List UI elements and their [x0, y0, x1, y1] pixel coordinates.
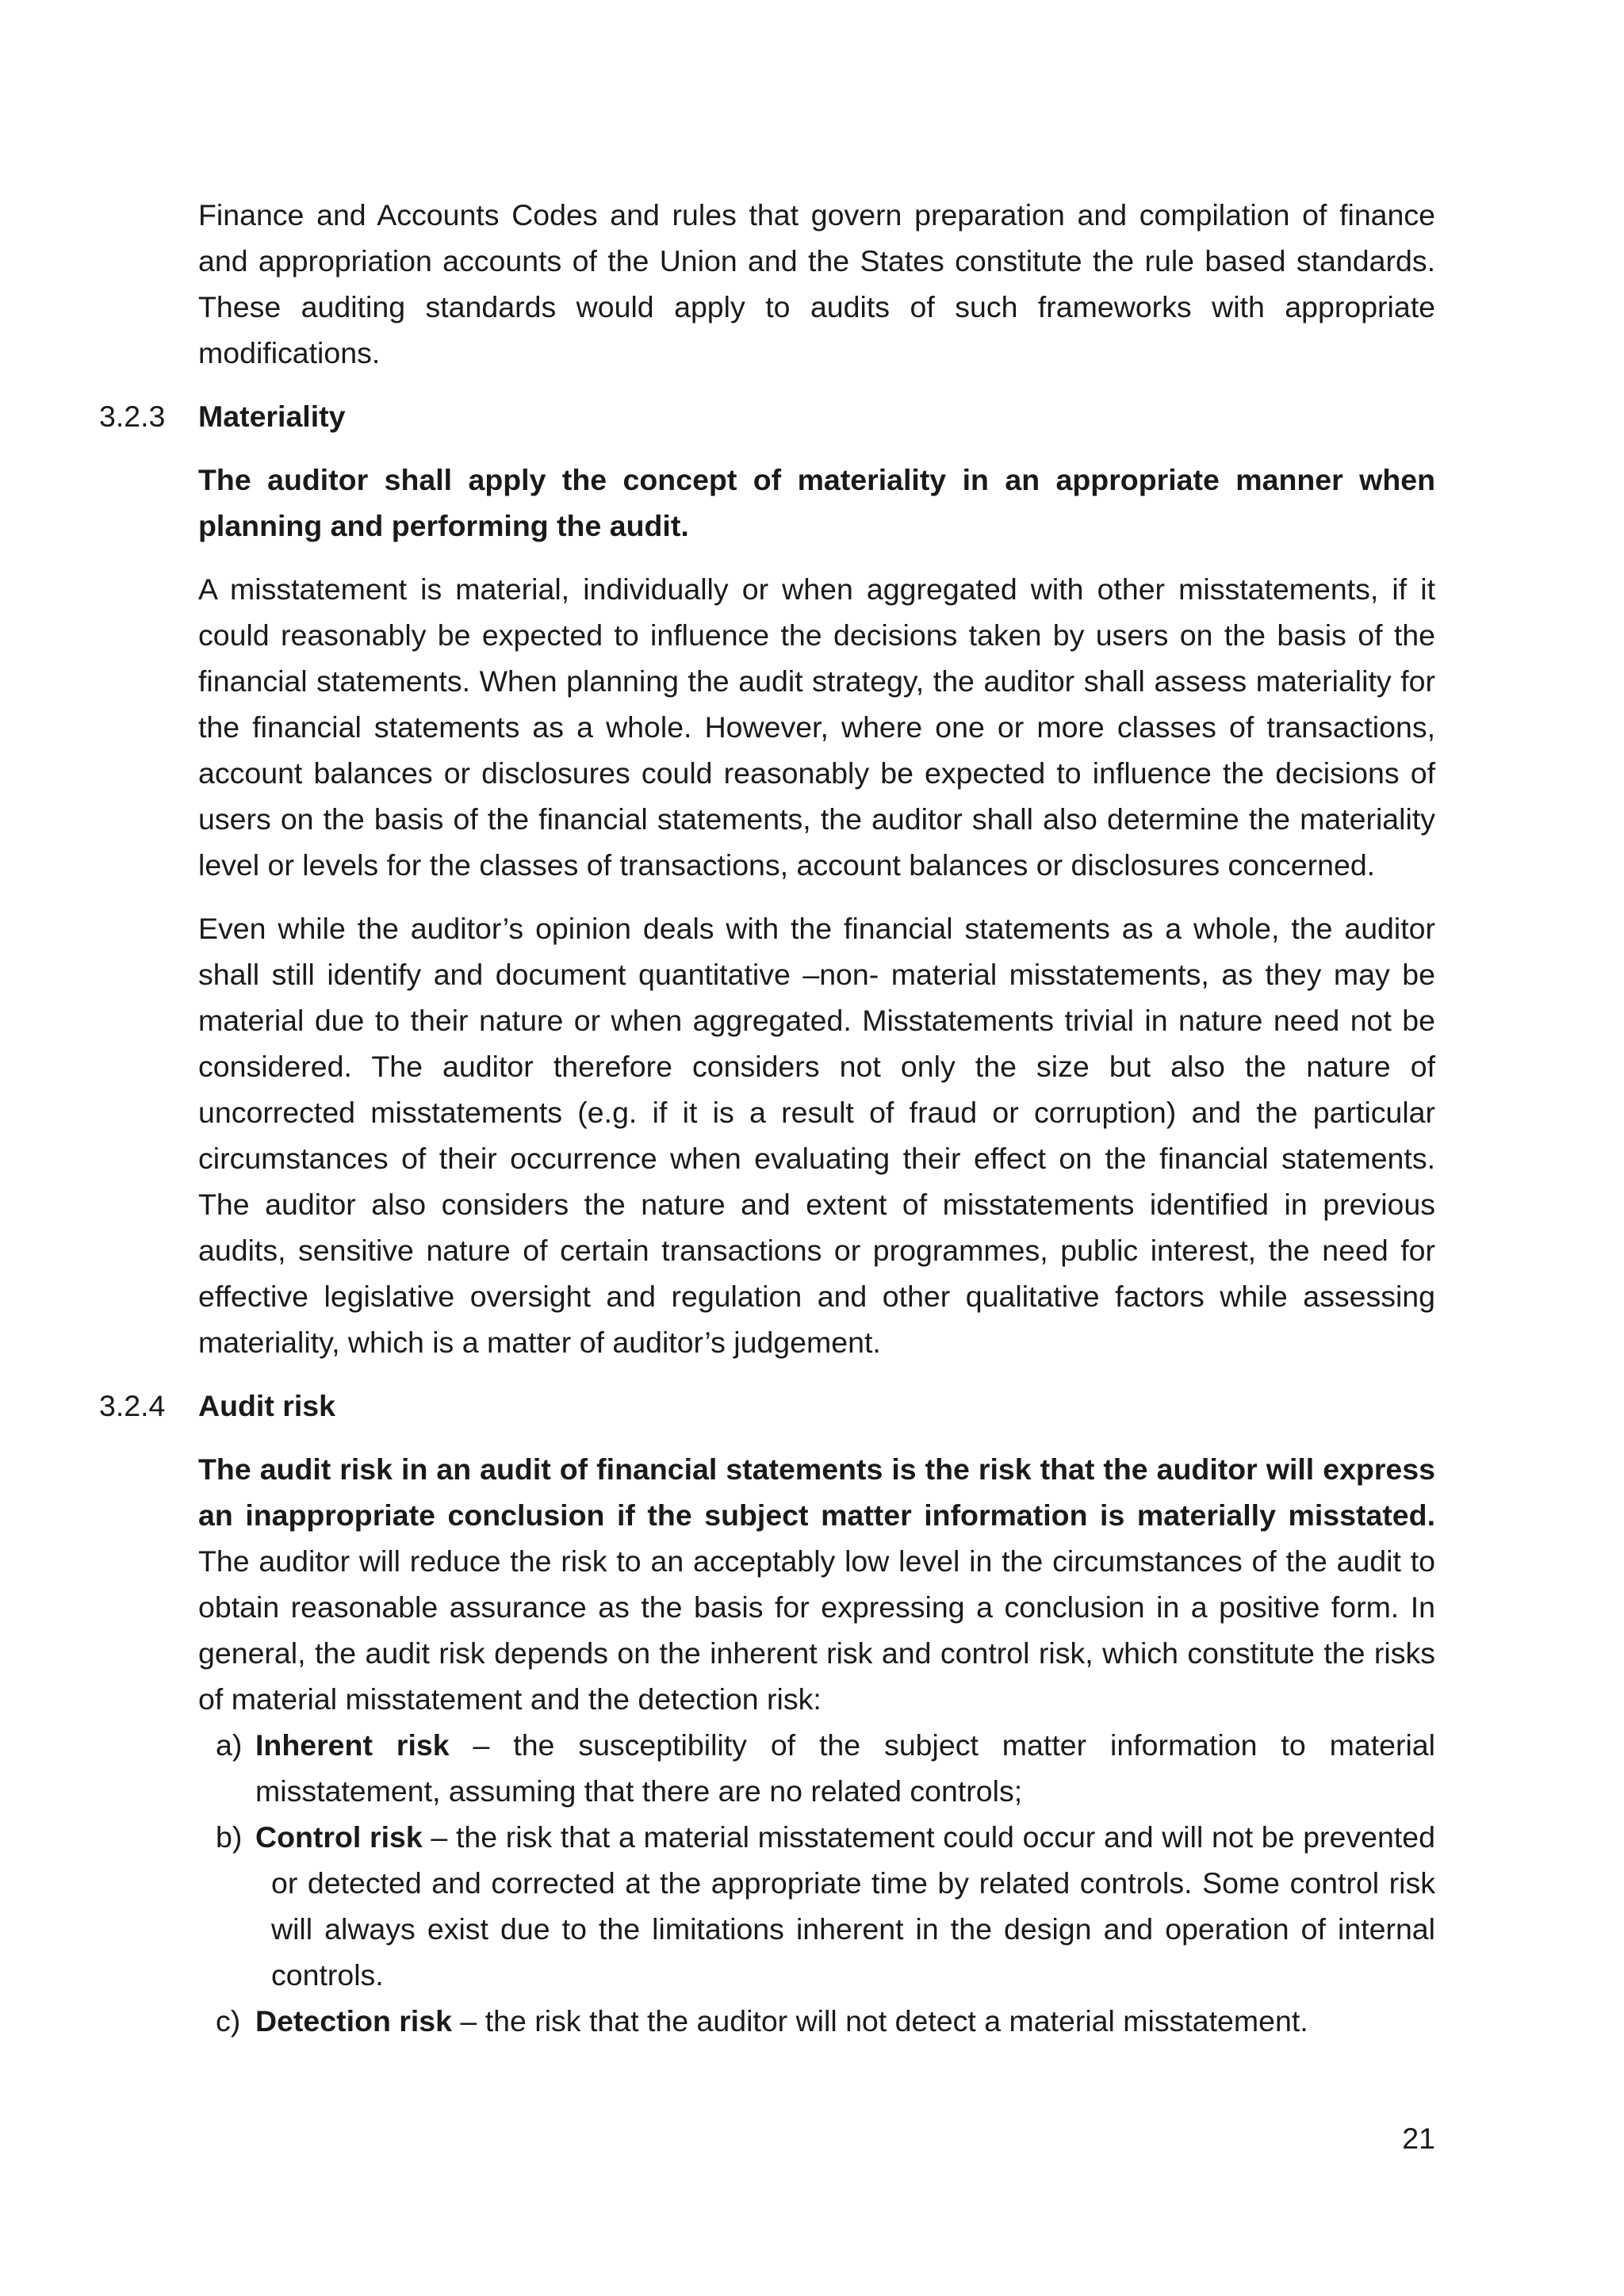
section-number: 3.2.4: [99, 1389, 166, 1422]
risk-term: Inherent risk: [255, 1728, 450, 1762]
audit-risk-paragraph: [198, 1446, 1435, 1722]
list-item: [198, 1814, 1435, 1998]
risk-term: Control risk: [255, 1820, 423, 1854]
page-content: [99, 192, 1435, 2044]
page-number: 21: [1402, 2122, 1435, 2155]
list-item: [198, 1722, 1435, 1814]
section-number: 3.2.3: [99, 400, 166, 433]
materiality-paragraph: A misstatement is material, individually or when aggregated with other misstatements, if it could reasonably be expected to influence the decisions taken by users on the basis of the financial statements. When planning the audit strategy, the auditor shall assess materiality for the financial statements as a whole. However, where one or more classes of transactions, account balances or disclosures could reasonably be expected to influence the decisions of users on the basis of the financial statements, the auditor shall also determine the materiality level or levels for the classes of transactions, account balances or disclosures concerned.: [198, 572, 1435, 882]
risk-definition: – the risk that the auditor will not detect a material misstatement.: [452, 2004, 1308, 2038]
materiality-requirement: The auditor shall apply the concept of materiality in an appropriate manner when planning and performing the audit.: [198, 463, 1435, 542]
list-marker: b): [216, 1820, 243, 1854]
audit-risk-requirement: The audit risk in an audit of financial statements is the risk that the auditor will express an inappropriate conclusion if the subject matter information is materially misstated.: [198, 1452, 1435, 1532]
audit-risk-continuation: The auditor will reduce the risk to an acceptably low level in the circumstances of the audit to obtain reasonable assurance as the basis for expressing a conclusion in a positive form. In general, the audit risk depends on the inherent risk and control risk, which constitute the risks of material misstatement and the detection risk:: [198, 1544, 1435, 1716]
risk-term: Detection risk: [255, 2004, 452, 2038]
list-marker: c): [216, 2004, 241, 2038]
section-title: Materiality: [198, 400, 346, 433]
section-title: Audit risk: [198, 1389, 335, 1422]
intro-paragraph: Finance and Accounts Codes and rules that govern preparation and compilation of finance and appropriation accounts of the Union and the States constitute the rule based standards. These auditing standards would apply to audits of such frameworks with appropriate modifications.: [198, 198, 1435, 369]
materiality-heading: [99, 393, 1435, 439]
audit-risk-heading: [99, 1383, 1435, 1429]
risk-list: [198, 1722, 1435, 2044]
list-item: [198, 1998, 1435, 2044]
risk-definition: – the risk that a material misstatement could occur and will not be prevented or detected and corrected at the appropriate time by related controls. Some control risk will always exist due to the limitations inherent in the design and operation of internal controls.: [271, 1820, 1435, 1992]
list-marker: a): [216, 1728, 243, 1762]
risk-definition: – the susceptibility of the subject matter information to material misstatement, assuming that there are no related controls;: [255, 1728, 1435, 1808]
materiality-paragraph: Even while the auditor’s opinion deals with the financial statements as a whole, the auditor shall still identify and document quantitative –non- material misstatements, as they may be material due to their nature or when aggregated. Misstatements trivial in nature need not be considered. The auditor therefore considers not only the size but also the nature of uncorrected misstatements (e.g. if it is a result of fraud or corruption) and the particular circumstances of their occurrence when evaluating their effect on the financial statements. The auditor also considers the nature and extent of misstatements identified in previous audits, sensitive nature of certain transactions or programmes, public interest, the need for effective legislative oversight and regulation and other qualitative factors while assessing materiality, which is a matter of auditor’s judgement.: [198, 912, 1435, 1359]
